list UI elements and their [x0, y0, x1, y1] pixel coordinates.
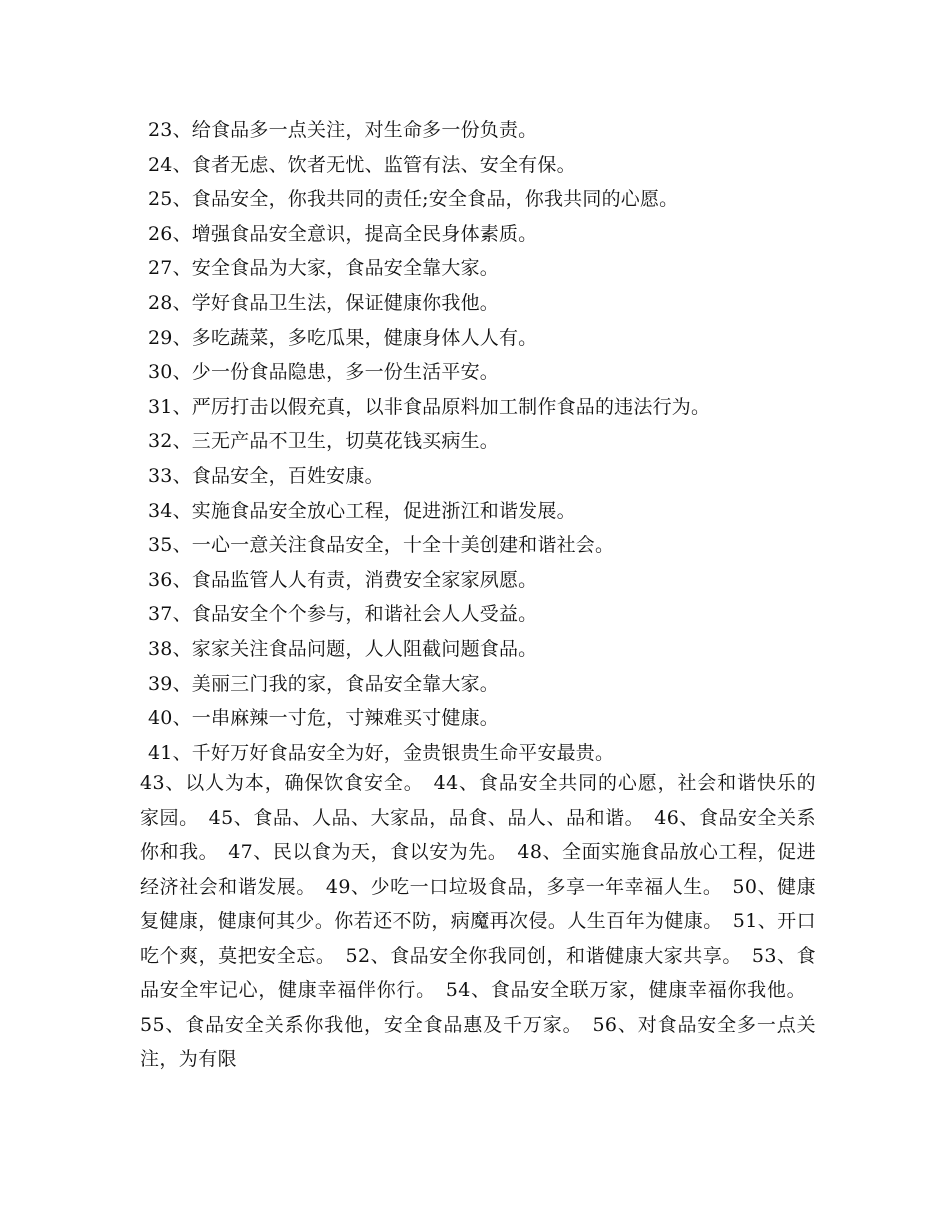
list-item: 27、安全食品为大家，食品安全靠大家。 [148, 257, 499, 280]
slogan-paragraph [140, 766, 816, 1077]
list-item: 36、食品监管人人有责，消费安全家家夙愿。 [148, 568, 538, 591]
list-item: 35、一心一意关注食品安全，十全十美创建和谐社会。 [148, 534, 615, 557]
list-item: 33、食品安全，百姓安康。 [148, 464, 384, 487]
paragraph-item: 51、开口吃个爽，莫把安全忘。 [140, 910, 816, 967]
paragraph-item: 46、食品安全关系你和我。 [140, 806, 816, 863]
list-item: 30、少一份食品隐患，多一份生活平安。 [148, 361, 499, 384]
paragraph-item: 48、全面实施食品放心工程，促进经济社会和谐发展。 [140, 841, 816, 898]
paragraph-item: 56、对食品安全多一点关注，为有限 [140, 1013, 816, 1070]
list-item: 23、给食品多一点关注，对生命多一份负责。 [148, 119, 538, 141]
list-item: 28、学好食品卫生法，保证健康你我他。 [148, 291, 499, 314]
paragraph-item: 47、民以食为天，食以安为先。 [228, 841, 508, 863]
list-item: 29、多吃蔬菜，多吃瓜果，健康身体人人有。 [148, 326, 538, 349]
paragraph-item: 55、食品安全关系你我他，安全食品惠及千万家。 [140, 1013, 583, 1036]
slogan-list [148, 113, 828, 770]
paragraph-item: 49、少吃一口垃圾食品，多享一年幸福人生。 [325, 875, 723, 898]
list-item: 41、千好万好食品安全为好，金贵银贵生命平安最贵。 [148, 741, 615, 764]
list-item: 39、美丽三门我的家，食品安全靠大家。 [148, 672, 499, 695]
list-item: 25、食品安全，你我共同的责任;安全食品，你我共同的心愿。 [148, 188, 679, 211]
list-item: 26、增强食品安全意识，提高全民身体素质。 [148, 222, 538, 245]
paragraph-item: 53、食品安全牢记心，健康幸福伴你行。 [140, 944, 816, 1001]
paragraph-item: 43、以人为本，确保饮食安全。 [140, 772, 424, 794]
list-item: 34、实施食品安全放心工程，促进浙江和谐发展。 [148, 499, 576, 522]
list-item: 32、三无产品不卫生，切莫花钱买病生。 [148, 430, 499, 453]
list-item: 37、食品安全个个参与，和谐社会人人受益。 [148, 603, 538, 626]
paragraph-item: 54、食品安全联万家，健康幸福你我他。 [445, 979, 806, 1001]
paragraph-item: 50、健康复健康，健康何其少。你若还不防，病魔再次侵。人生百年为健康。 [140, 875, 816, 932]
list-item: 40、一串麻辣一寸危，寸辣难买寸健康。 [148, 707, 499, 730]
paragraph-item: 52、食品安全你我同创，和谐健康大家共享。 [345, 944, 742, 967]
list-item: 31、严厉打击以假充真，以非食品原料加工制作食品的违法行为。 [148, 395, 711, 418]
paragraph-item: 45、食品、人品、大家品，品食、品人、品和谐。 [208, 806, 645, 829]
list-item: 38、家家关注食品问题，人人阻截问题食品。 [148, 637, 538, 660]
paragraph-item: 44、食品安全共同的心愿，社会和谐快乐的家园。 [140, 772, 816, 829]
list-item: 24、食者无虑、饮者无忧、监管有法、安全有保。 [148, 153, 576, 176]
